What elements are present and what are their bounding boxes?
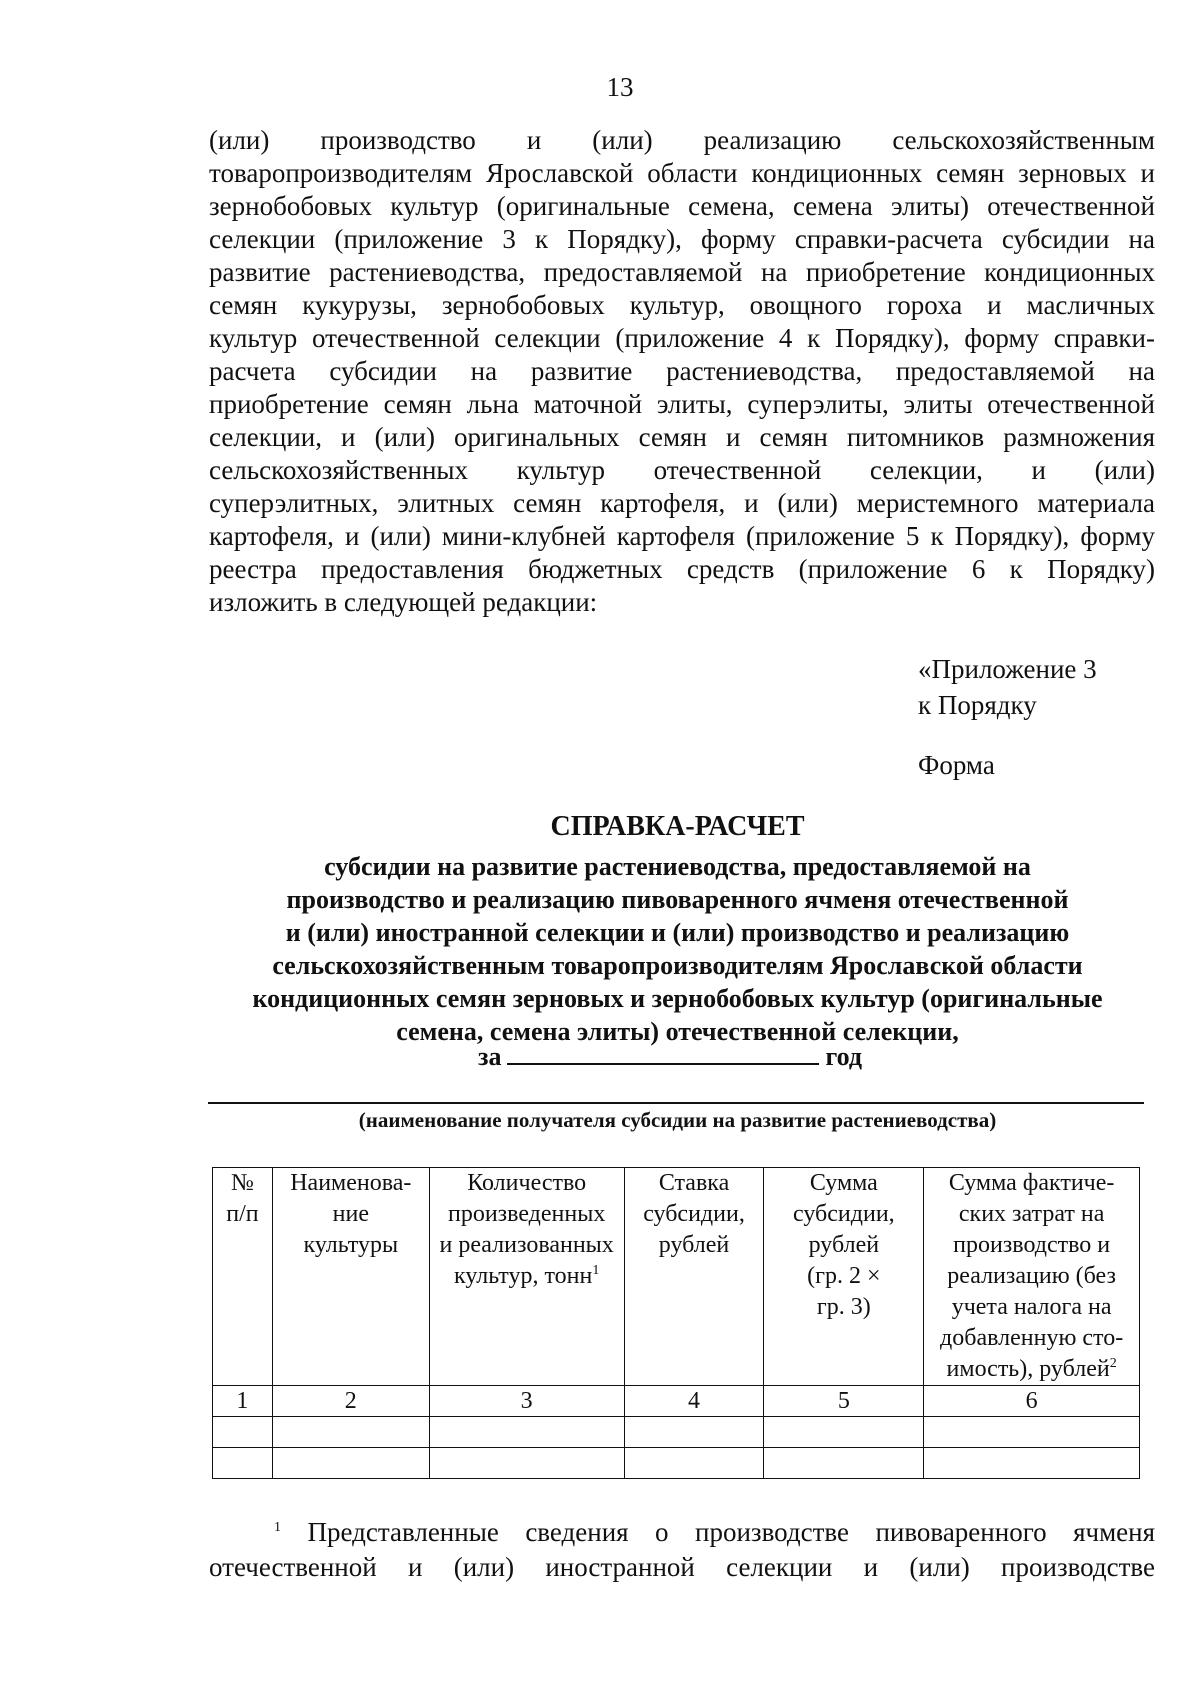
column-number: 4 <box>624 1386 764 1417</box>
header-cell-crop-name <box>272 1168 429 1386</box>
table-cell[interactable] <box>924 1448 1140 1479</box>
header-line: и реализованных <box>439 1232 614 1258</box>
header-line: (гр. 2 × <box>807 1263 881 1289</box>
header-line-text: имость), рублей <box>946 1356 1110 1382</box>
body-line: реестра предоставления бюджетных средств (приложение 6 к Порядку) <box>209 554 1155 584</box>
header-line: Наименова- <box>290 1170 412 1196</box>
table-header-row <box>213 1168 1140 1386</box>
table-row <box>213 1417 1140 1448</box>
subtitle-line: производство и реализацию пивоваренного ячменя отечественной <box>286 885 1069 914</box>
year-blank-field[interactable] <box>507 1041 819 1065</box>
footnote-line <box>209 1515 1155 1550</box>
body-line: селекции, и (или) оригинальных семян и семян питомников размножения <box>209 422 1155 452</box>
table-cell[interactable] <box>624 1417 764 1448</box>
header-line: культуры <box>303 1232 399 1258</box>
table-row <box>213 1448 1140 1479</box>
table-cell[interactable] <box>429 1448 624 1479</box>
footnote-ref: 2 <box>1109 1356 1117 1371</box>
body-line: семян кукурузы, зернобобовых культур, овощного гороха и масличных <box>209 290 1155 320</box>
body-line: развитие растениеводства, предоставляемой на приобретение кондиционных <box>209 257 1155 287</box>
header-line: ние <box>332 1201 369 1227</box>
table-cell[interactable] <box>764 1417 924 1448</box>
body-line: приобретение семян льна маточной элиты, суперэлиты, элиты отечественной <box>209 389 1155 419</box>
subtitle-line: семена, семена элиты) отечественной селекции, <box>396 1017 959 1046</box>
table-cell[interactable] <box>624 1448 764 1479</box>
column-number: 2 <box>272 1386 429 1417</box>
header-line: рублей <box>658 1232 730 1258</box>
header-cell-subsidy-sum <box>764 1168 924 1386</box>
column-number: 3 <box>429 1386 624 1417</box>
header-line: № <box>230 1170 254 1196</box>
header-line: Сумма фактиче- <box>948 1170 1115 1196</box>
header-line: рублей <box>808 1232 880 1258</box>
appendix-line: к Порядку <box>918 690 1037 720</box>
recipient-caption: (наименование получателя субсидии на развитие растениеводства) <box>358 1108 997 1132</box>
header-line <box>432 1261 622 1292</box>
year-prefix: за <box>478 1042 502 1071</box>
header-line: добавленную сто- <box>940 1325 1124 1351</box>
body-line: товаропроизводителям Ярославской области кондиционных семян зерновых и <box>209 158 1155 188</box>
header-line: ских затрат на <box>958 1201 1105 1227</box>
body-paragraph <box>209 124 1155 619</box>
header-line: субсидии, <box>643 1201 745 1227</box>
body-line: зернобобовых культур (оригинальные семена, семена элиты) отечественной <box>209 191 1155 221</box>
subtitle-line: кондиционных семян зерновых и зернобобовых культур (оригинальные <box>252 984 1103 1013</box>
appendix-reference <box>918 651 1097 723</box>
body-line: суперэлитных, элитных семян картофеля, и (или) меристемного материала <box>209 488 1155 518</box>
page-number: 13 <box>606 72 634 102</box>
header-line: Сумма <box>809 1170 878 1196</box>
header-cell-actual-costs <box>924 1168 1140 1386</box>
header-line: Количество <box>467 1170 587 1196</box>
subtitle-line: сельскохозяйственным товаропроизводителям Ярославской области <box>272 951 1083 980</box>
header-line: учета налога на <box>951 1294 1112 1320</box>
header-line: субсидии, <box>793 1201 895 1227</box>
year-suffix: год <box>825 1042 863 1071</box>
table-cell[interactable] <box>429 1417 624 1448</box>
form-label: Форма <box>918 750 995 780</box>
table-cell[interactable] <box>272 1417 429 1448</box>
table-cell[interactable] <box>764 1448 924 1479</box>
header-cell-number <box>213 1168 273 1386</box>
header-line: п/п <box>226 1201 259 1227</box>
footnote-text: Представленные сведения о производстве пивоваренного ячменя <box>307 1517 1156 1547</box>
body-line: (или) производство и (или) реализацию сельскохозяйственным <box>209 125 1155 155</box>
body-line: картофеля, и (или) мини-клубней картофеля (приложение 5 к Порядку), форму <box>209 521 1155 551</box>
footnote-mark: 1 <box>274 1520 281 1535</box>
header-line: производство и <box>953 1232 1111 1258</box>
table-cell[interactable] <box>272 1448 429 1479</box>
body-line: культур отечественной селекции (приложение 4 к Порядку), форму справки- <box>209 323 1155 353</box>
calculation-table <box>212 1167 1140 1479</box>
year-line <box>478 1041 862 1072</box>
header-cell-quantity <box>429 1168 624 1386</box>
subtitle-line: и (или) иностранной селекции и (или) производство и реализацию <box>285 918 1070 947</box>
column-number: 6 <box>924 1386 1140 1417</box>
body-line: сельскохозяйственных культур отечественной селекции, и (или) <box>209 455 1155 485</box>
column-number: 1 <box>213 1386 273 1417</box>
header-cell-rate <box>624 1168 764 1386</box>
recipient-name-line[interactable] <box>208 1102 1144 1104</box>
table-cell[interactable] <box>213 1417 273 1448</box>
document-subtitle <box>0 850 1200 1048</box>
header-line: гр. 3) <box>816 1294 871 1320</box>
header-line: реализацию (без <box>947 1263 1116 1289</box>
column-number-row <box>213 1386 1140 1417</box>
footnote-ref: 1 <box>592 1263 600 1278</box>
column-number: 5 <box>764 1386 924 1417</box>
document-title: СПРАВКА-РАСЧЕТ <box>550 811 805 842</box>
appendix-line: «Приложение 3 <box>918 654 1097 684</box>
body-line: селекции (приложение 3 к Порядку), форму справки-расчета субсидии на <box>209 224 1155 254</box>
header-line <box>926 1354 1137 1385</box>
subtitle-line: субсидии на развитие растениеводства, предоставляемой на <box>324 852 1031 881</box>
footnote-line: отечественной и (или) иностранной селекции и (или) производстве <box>209 1552 1155 1582</box>
body-line: расчета субсидии на развитие растениеводства, предоставляемой на <box>209 356 1155 386</box>
body-line: изложить в следующей редакции: <box>209 587 598 617</box>
header-line: произведенных <box>447 1201 606 1227</box>
table-cell[interactable] <box>924 1417 1140 1448</box>
table-cell[interactable] <box>213 1448 273 1479</box>
header-line-text: культур, тонн <box>454 1263 593 1289</box>
footnote <box>209 1515 1155 1585</box>
header-line: Ставка <box>658 1170 730 1196</box>
